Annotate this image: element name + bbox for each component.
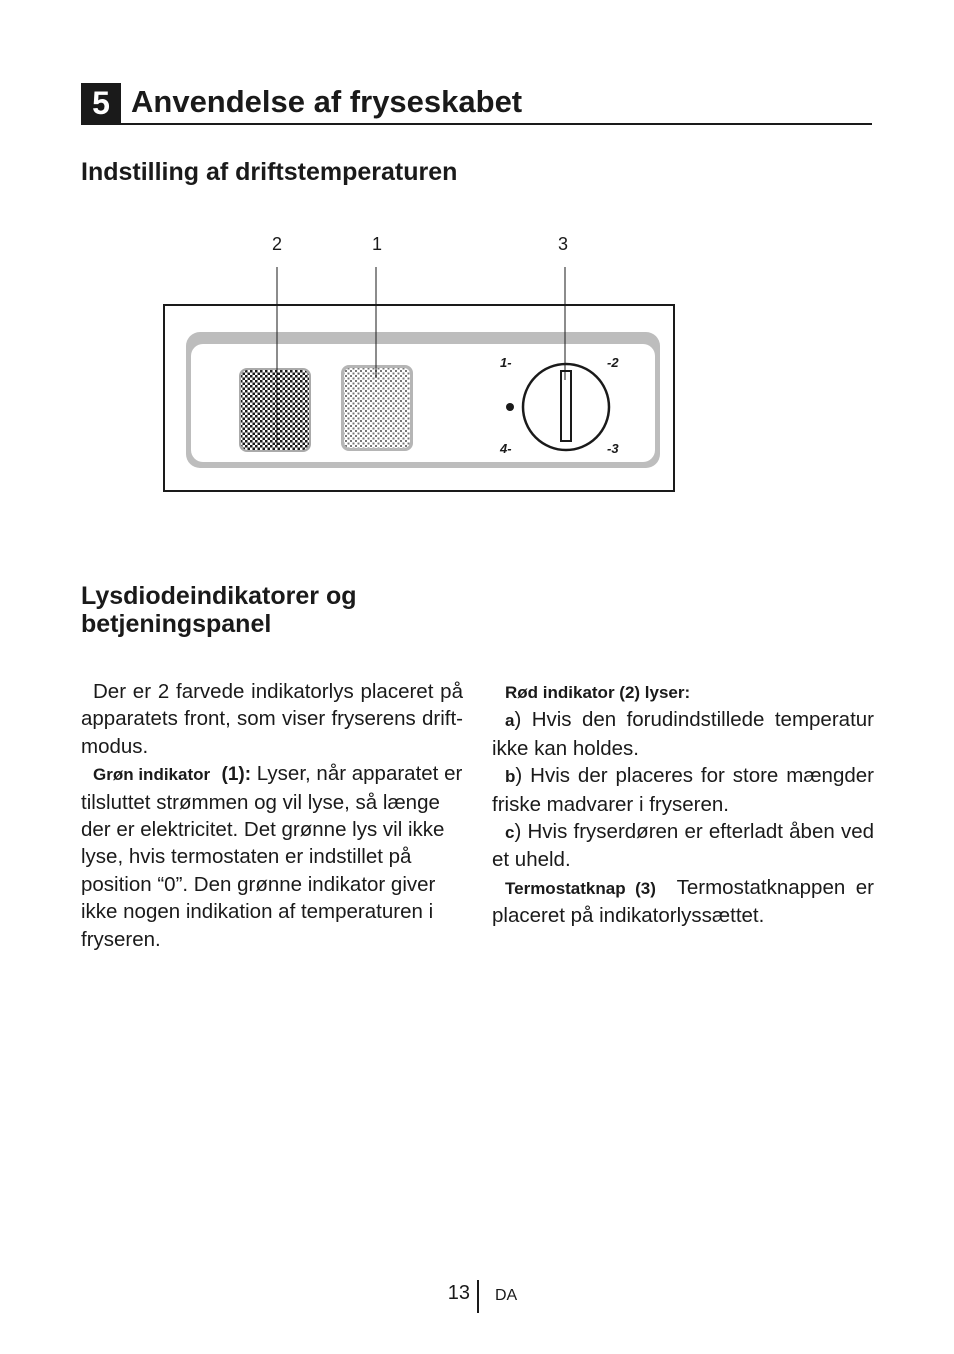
chapter-number: 5 [81, 83, 121, 123]
left-column [81, 678, 463, 953]
page-footer [0, 1280, 954, 1314]
item-c: c) Hvis fryserdøren er efterladt åben ved et uheld. [492, 820, 874, 872]
dial-off-dot [506, 403, 514, 411]
chapter-header [81, 80, 872, 125]
dial-mark-1: 1- [500, 355, 512, 370]
right-column [492, 678, 874, 930]
callout-1: 1 [371, 234, 383, 254]
dial-mark-4: 4- [500, 441, 512, 456]
section-heading-led: Lysdiodeindikatorer og betjeningspanel [81, 582, 357, 638]
green-indicator-text: Lyser, når apparatet er tilsluttet strømmen og vil lyse, så længe der er elektricitet. Det grønne lys vil ikke lyse, hvis termostaten er indstillet på position “0”. Den grønne indikator giver ikke nogen indikation af temperaturen i fryseren. [81, 762, 463, 951]
dial-mark-2: -2 [607, 355, 619, 370]
intro-paragraph: Der er 2 farvede indikatorlys placeret på apparatets front, som viser fryserens drift-modus. [81, 680, 463, 758]
thermostat-paragraph: Termostatknap (3) Termostatknappen er placeret på indikatorlyssættet. [492, 875, 875, 928]
control-panel-diagram [160, 230, 680, 500]
callout-3: 3 [557, 234, 569, 254]
section-heading-temperature: Indstilling af driftstemperaturen [81, 158, 458, 186]
language-code: DA [495, 1287, 518, 1304]
page-number: 13 [447, 1282, 470, 1304]
dial-mark-3: -3 [607, 441, 619, 456]
green-indicator-label: Grøn indikator [93, 765, 211, 785]
green-indicator-number: (1): [221, 764, 252, 786]
item-a: a) Hvis den forudindstillede temperatur ikke kan holdes. [492, 708, 874, 760]
footer-divider [477, 1280, 479, 1313]
chapter-title: Anvendelse af fryseskabet [131, 84, 523, 119]
red-indicator-heading: Rød indikator (2) lyser: [505, 683, 691, 702]
item-b: b) Hvis der placeres for store mængder friske madvarer i fryseren. [492, 764, 874, 816]
green-indicator-paragraph [81, 760, 463, 953]
thermostat-knob-grip [561, 371, 571, 441]
callout-2: 2 [271, 234, 283, 254]
